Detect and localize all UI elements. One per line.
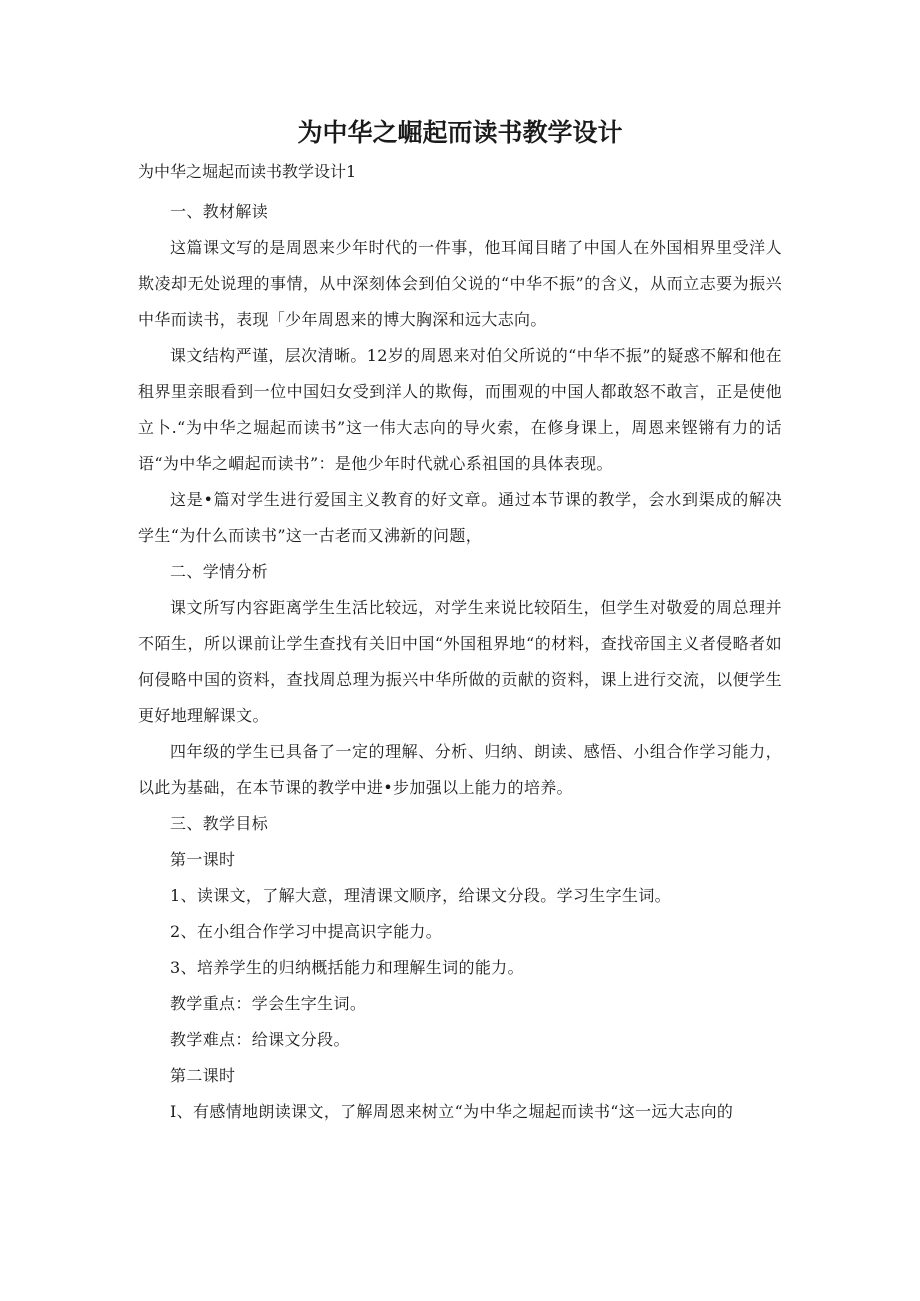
list-item: 1、读课文，了解大意，理清课文顺序，给课文分段。学习生字生词。: [170, 886, 672, 905]
paragraph: 这篇课文写的是周恩来少年时代的一件事，他耳闻目睹了中国人在外国相界里受洋人欺凌却无处说理的事情，从中深刻体会到伯父说的“中华不振”的含义，从而立志要为振兴中华而读书，表现「少年周恩来的博大胸深和远大志向。: [138, 238, 782, 329]
section-heading-students: 二、学情分析: [170, 562, 269, 581]
document-subtitle: 为中华之堀起而读书教学设计1: [138, 162, 357, 181]
paragraph: 这是•篇对学生进行爱国主义教育的好文章。通过本节课的教学，会水到渠成的解决学生“为什么而读书”这一古老而又沸新的问题，: [138, 490, 782, 545]
key-point: 教学重点：学会生字生词。: [170, 994, 367, 1013]
list-item: 2、在小组合作学习中提高识字能力。: [170, 922, 443, 941]
lesson-label: 第一课时: [170, 850, 236, 869]
paragraph: 课文结构严谨，层次清晰。12岁的周恩来对伯父所说的“中华不振”的疑惑不解和他在租界里亲眼看到一位中国妇女受到洋人的欺侮，而围观的中国人都敢怒不敢言，正是使他立卜.“为中华之堀起而读书”这一伟大志向的导火索，在修身课上，周恩来铿锵有力的话语“为中华之嵋起而读书”：是他少年时代就心系祖国的具体表现。: [138, 346, 782, 473]
list-item: 3、培养学生的归纳概括能力和理解生词的能力。: [170, 958, 524, 977]
difficult-point: 教学难点：给课文分段。: [170, 1030, 350, 1049]
lesson-label: 第二课时: [170, 1066, 236, 1085]
section-heading-textbook: 一、教材解读: [170, 202, 269, 221]
section-heading-goals: 三、教学目标: [170, 814, 269, 833]
document-title: 为中华之崛起而读书教学设计: [297, 118, 623, 147]
paragraph: 四年级的学生已具备了一定的理解、分析、归纳、朗读、感悟、小组合作学习能力，以此为基础，在本节课的教学中进•步加强以上能力的培养。: [138, 742, 782, 797]
list-item: I、有感情地朗读课文，了解周恩来树立“为中华之堀起而读书“这一远大志向的: [170, 1102, 734, 1121]
paragraph: 课文所写内容距离学生生活比较远，对学生来说比较陌生，但学生对敬爱的周总理并不陌生，所以课前让学生查找有关旧中国“外国租界地“的材料，查找帝国主义者侵略者如何侵略中国的资料，查找周总理为振兴中华所做的贡献的资料，课上进行交流，以便学生更好地理解课文。: [138, 598, 782, 725]
document-body: [138, 194, 782, 1130]
